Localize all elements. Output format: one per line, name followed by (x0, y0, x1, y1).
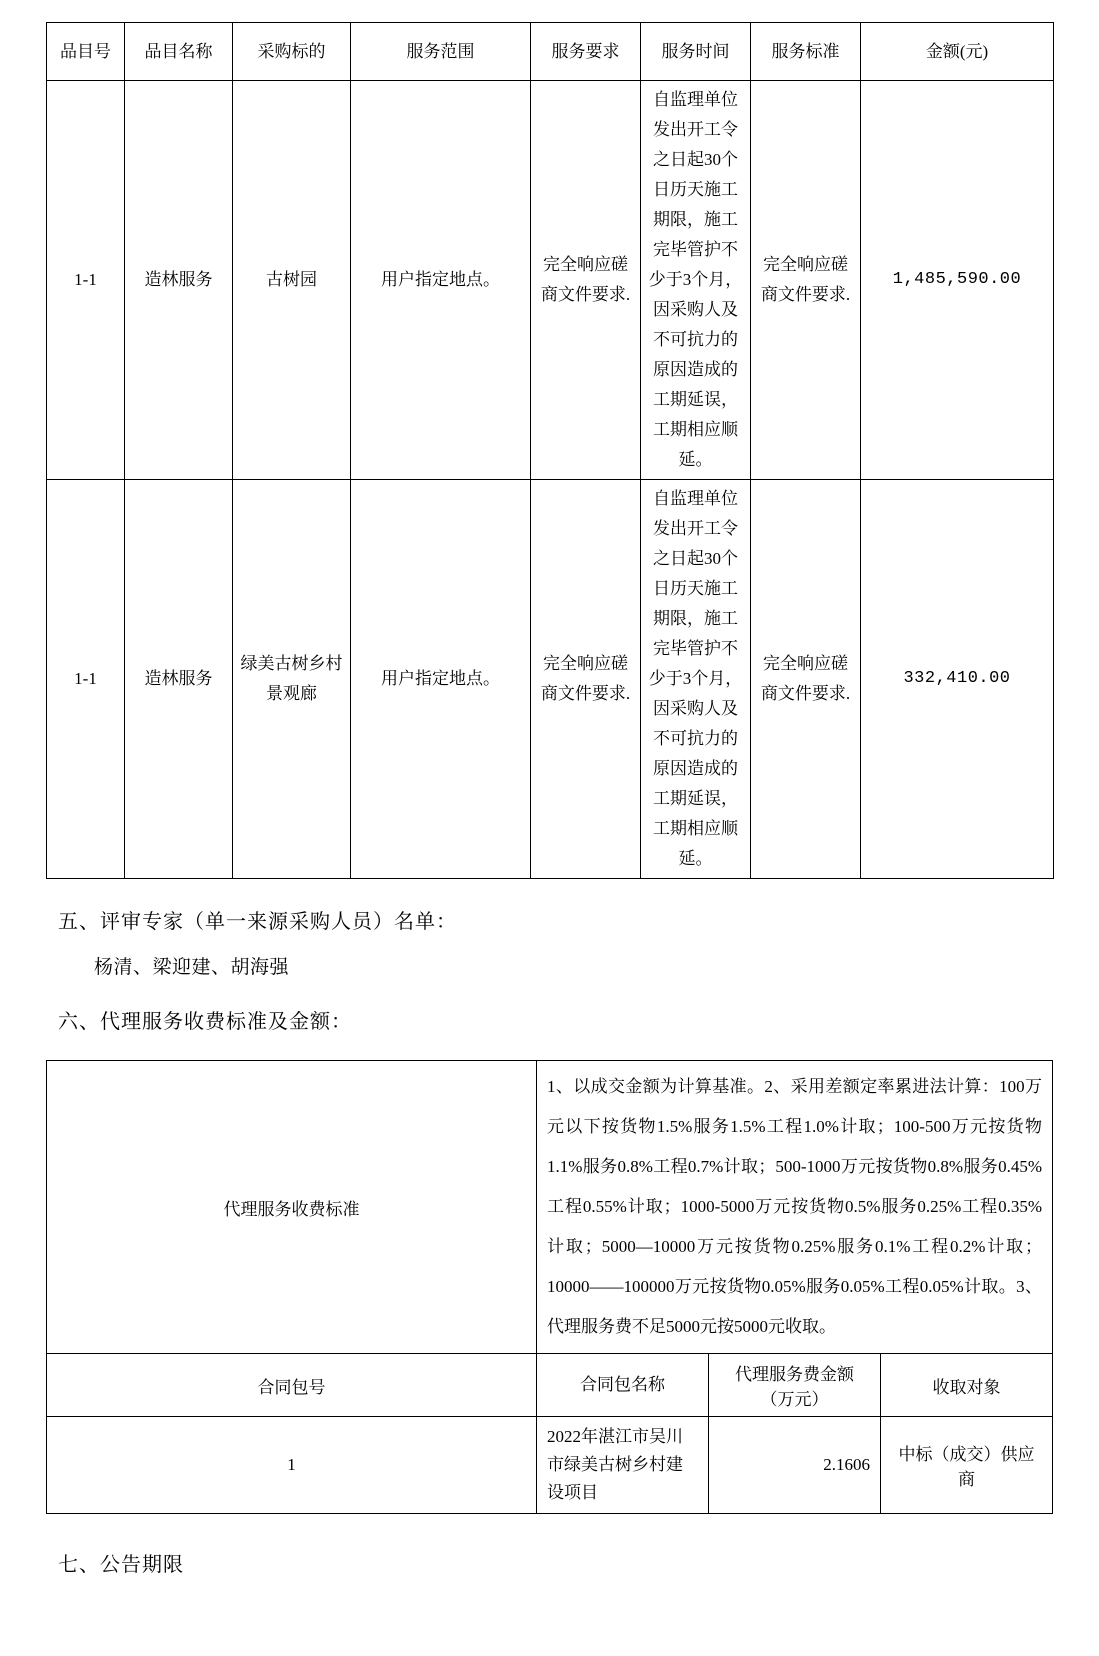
section-five-heading: 五、评审专家（单一来源采购人员）名单： (58, 911, 457, 933)
header-contract-payer: 收取对象 (881, 1354, 1053, 1417)
cell-contract-name: 2022年湛江市吴川市绿美古树乡村建设项目 (537, 1417, 709, 1514)
header-contract-name: 合同包名称 (537, 1354, 709, 1417)
cell-item-no: 1-1 (47, 480, 125, 879)
cell-item-name: 造林服务 (125, 81, 233, 480)
procurement-item-table (46, 22, 1054, 879)
cell-standard: 完全响应磋商文件要求. (751, 480, 861, 879)
fee-standard-text: 1、以成交金额为计算基准。2、采用差额定率累进法计算：100万元以下按货物1.5%服务1.5%工程1.0%计取；100-500万元按货物1.1%服务0.8%工程0.7%计取；500-1000万元按货物0.8%服务0.45%工程0.55%计取；1000-5000万元按货物0.5%服务0.25%工程0.35%计取；5000—10000万元按货物0.25%服务0.1%工程0.2%计取；10000——100000万元按货物0.05%服务0.05%工程0.05%计取。3、代理服务费不足5000元按5000元收取。 (537, 1061, 1053, 1354)
cell-contract-fee: 2.1606 (709, 1417, 881, 1514)
agency-fee-table-wrapper (46, 1060, 1053, 1514)
cell-contract-no: 1 (47, 1417, 537, 1514)
table-header-row (47, 23, 1054, 81)
section-six-heading: 六、代理服务收费标准及金额： (58, 1011, 352, 1033)
header-subject: 采购标的 (233, 23, 351, 81)
cell-standard: 完全响应磋商文件要求. (751, 81, 861, 480)
header-contract-fee: 代理服务费金额（万元） (709, 1354, 881, 1417)
cell-requirement: 完全响应磋商文件要求. (531, 480, 641, 879)
section-seven-heading: 七、公告期限 (58, 1554, 184, 1576)
header-time: 服务时间 (641, 23, 751, 81)
fee-standard-label: 代理服务收费标准 (47, 1061, 537, 1354)
cell-subject: 古树园 (233, 81, 351, 480)
header-amount: 金额(元) (861, 23, 1054, 81)
contract-header-row (47, 1354, 1053, 1417)
cell-amount: 1,485,590.00 (861, 81, 1054, 480)
header-scope: 服务范围 (351, 23, 531, 81)
table-row (47, 81, 1054, 480)
expert-name-list: 杨清、梁迎建、胡海强 (94, 957, 290, 978)
table-row (47, 1417, 1053, 1514)
fee-standard-row (47, 1061, 1053, 1354)
header-contract-no: 合同包号 (47, 1354, 537, 1417)
cell-amount: 332,410.00 (861, 480, 1054, 879)
header-standard: 服务标准 (751, 23, 861, 81)
agency-fee-table (46, 1060, 1053, 1514)
cell-item-name: 造林服务 (125, 480, 233, 879)
header-requirement: 服务要求 (531, 23, 641, 81)
cell-time: 自监理单位发出开工令之日起30个日历天施工期限，施工完毕管护不少于3个月，因采购人及不可抗力的原因造成的工期延误，工期相应顺延。 (641, 81, 751, 480)
cell-scope: 用户指定地点。 (351, 81, 531, 480)
header-item-name: 品目名称 (125, 23, 233, 81)
cell-subject: 绿美古树乡村景观廊 (233, 480, 351, 879)
cell-scope: 用户指定地点。 (351, 480, 531, 879)
header-item-no: 品目号 (47, 23, 125, 81)
cell-time: 自监理单位发出开工令之日起30个日历天施工期限，施工完毕管护不少于3个月，因采购人及不可抗力的原因造成的工期延误，工期相应顺延。 (641, 480, 751, 879)
table-row (47, 480, 1054, 879)
cell-requirement: 完全响应磋商文件要求. (531, 81, 641, 480)
cell-contract-payer: 中标（成交）供应商 (881, 1417, 1053, 1514)
cell-item-no: 1-1 (47, 81, 125, 480)
